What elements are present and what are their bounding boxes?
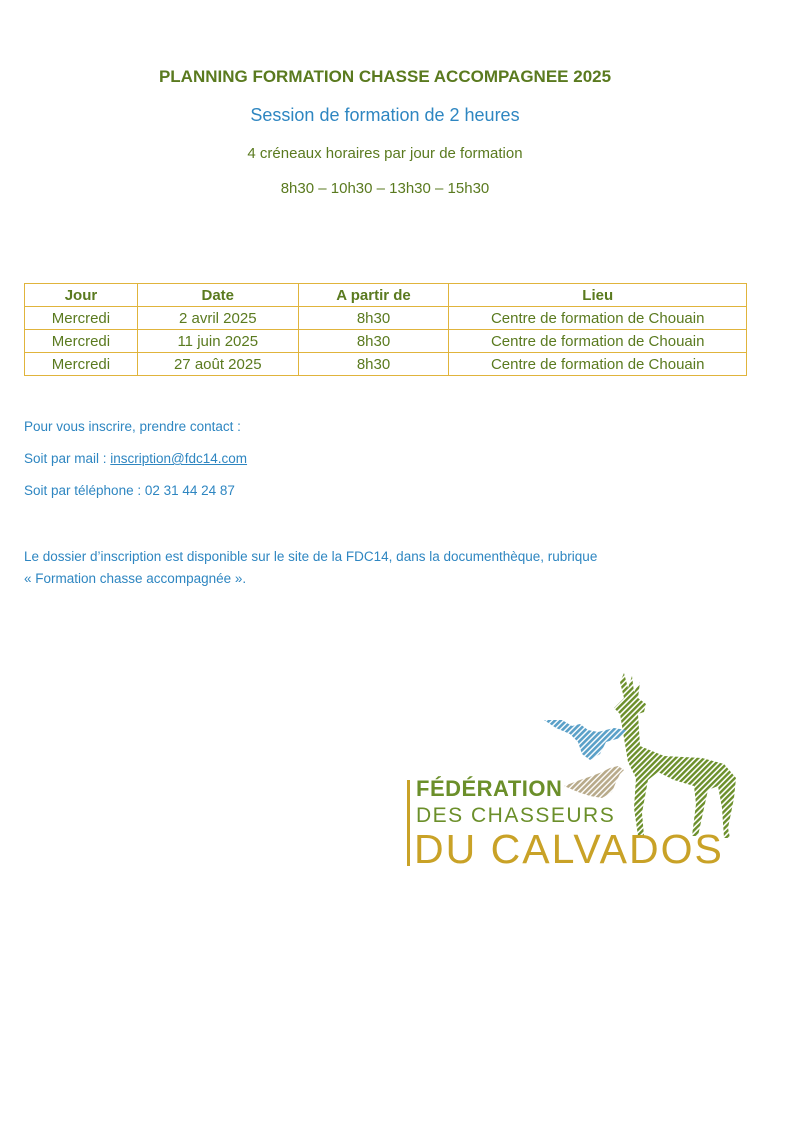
logo-line-2: DES CHASSEURS [416,804,616,827]
dossier-line-1: Le dossier d’inscription est disponible sur le site de la FDC14, dans la documenthèque, rubrique [24,549,598,564]
schedule-table [24,283,747,376]
logo-accent-bar [407,780,410,866]
logo-line-3: DU CALVADOS [414,826,724,872]
document-subtitle: Session de formation de 2 heures [250,105,520,125]
cell-jour: Mercredi [25,307,138,330]
document-title: PLANNING FORMATION CHASSE ACCOMPAGNEE 2025 [158,67,612,86]
dossier-paragraph [24,546,724,590]
cell-lieu: Centre de formation de Chouain [449,353,747,376]
phone-prefix: Soit par téléphone : [24,483,145,498]
table-row [25,307,747,330]
dossier-line-2: « Formation chasse accompagnée ». [24,571,247,586]
cell-jour: Mercredi [25,330,138,353]
cell-date: 11 juin 2025 [137,330,298,353]
pheasant-icon [564,766,624,798]
cell-start: 8h30 [298,307,449,330]
cell-start: 8h30 [298,330,449,353]
cell-jour: Mercredi [25,353,138,376]
table-header-row [25,284,747,307]
deer-icon [614,673,736,838]
contact-mail-line [24,451,247,466]
slots-info: 4 créneaux horaires par jour de formation [247,145,523,162]
column-header-start: A partir de [298,284,449,307]
cell-date: 27 août 2025 [137,353,298,376]
cell-lieu: Centre de formation de Chouain [449,307,747,330]
column-header-jour: Jour [25,284,138,307]
time-slots: 8h30 – 10h30 – 13h30 – 15h30 [280,180,490,197]
federation-logo [402,668,742,878]
cell-start: 8h30 [298,353,449,376]
column-header-lieu: Lieu [449,284,747,307]
table-row [25,353,747,376]
column-header-date: Date [137,284,298,307]
bird-icon [544,720,626,760]
contact-phone-line [24,483,235,498]
cell-date: 2 avril 2025 [137,307,298,330]
mail-prefix: Soit par mail : [24,451,111,466]
logo-line-1: FÉDÉRATION [416,776,563,801]
table-row [25,330,747,353]
email-link[interactable]: inscription@fdc14.com [110,451,248,466]
phone-number: 02 31 44 24 87 [144,483,235,498]
contact-intro: Pour vous inscrire, prendre contact : [24,419,241,434]
cell-lieu: Centre de formation de Chouain [449,330,747,353]
